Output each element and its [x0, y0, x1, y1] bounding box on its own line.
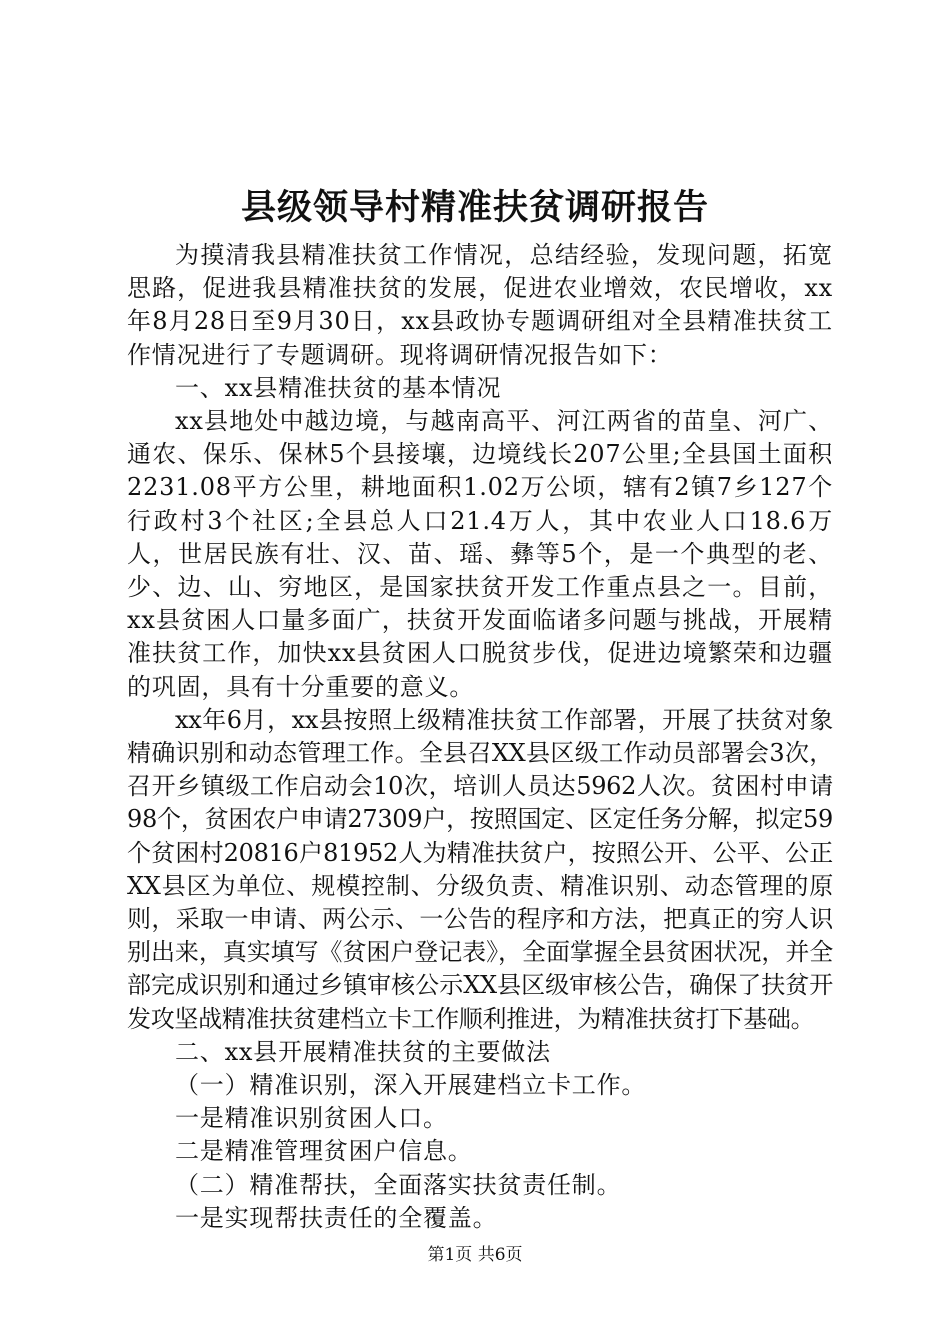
- paragraph-intro: 为摸清我县精准扶贫工作情况，总结经验，发现问题，拓宽思路，促进我县精准扶贫的发展，促进农业增效，农民增收，xx年8月28日至9月30日，xx县政协专题调研组对全县精准扶贫工作情况进行了专题调研。现将调研情况报告如下：: [127, 241, 833, 369]
- paragraph-identification-work: xx年6月，xx县按照上级精准扶贫工作部署，开展了扶贫对象精确识别和动态管理工作。全县召XX县区级工作动员部署会3次，召开乡镇级工作启动会10次，培训人员达5962人次。贫困村申请98个，贫困农户申请27309户，按照国定、区定任务分解，拟定59个贫困村20816户81952人为精准扶贫户，按照公开、公平、公正XX县区为单位、规模控制、分级负责、精准识别、动态管理的原则，采取一申请、两公示、一公告的程序和方法，把真正的穷人识别出来，真实填写《贫困户登记表》，全面掌握全县贫困状况，并全部完成识别和通过乡镇审核公示XX县区级审核公告，确保了扶贫开发攻坚战精准扶贫建档立卡工作顺利推进，为精准扶贫打下基础。: [127, 705, 833, 1033]
- list-item: 一是实现帮扶责任的全覆盖。: [175, 1203, 498, 1232]
- section-heading-1: 一、xx县精准扶贫的基本情况: [175, 373, 502, 402]
- list-item: 二是精准管理贫困户信息。: [175, 1137, 473, 1166]
- subsection-heading-2: （二）精准帮扶，全面落实扶贫责任制。: [175, 1170, 622, 1199]
- document-title: 县级领导村精准扶贫调研报告: [240, 187, 709, 228]
- list-item: 一是精准识别贫困人口。: [175, 1104, 448, 1133]
- paragraph-basic-situation: xx县地处中越边境，与越南高平、河江两省的苗皇、河广、通农、保乐、保林5个县接壤，边境线长207公里;全县国土面积2231.08平方公里，耕地面积1.02万公顷，辖有2镇7乡127个行政村3个社区;全县总人口21.4万人，其中农业人口18.6万人，世居民族有壮、汉、苗、瑶、彝等5个，是一个典型的老、少、边、山、穷地区，是国家扶贫开发工作重点县之一。目前，xx县贫困人口量多面广，扶贫开发面临诸多问题与挑战，开展精准扶贫工作，加快xx县贫困人口脱贫步伐，促进边境繁荣和边疆的巩固，具有十分重要的意义。: [127, 407, 833, 701]
- page-footer: 第1页 共6页: [427, 1245, 523, 1265]
- document-body: [127, 239, 833, 1235]
- section-heading-2: 二、xx县开展精准扶贫的主要做法: [175, 1037, 551, 1066]
- subsection-heading-1: （一）精准识别，深入开展建档立卡工作。: [175, 1071, 647, 1100]
